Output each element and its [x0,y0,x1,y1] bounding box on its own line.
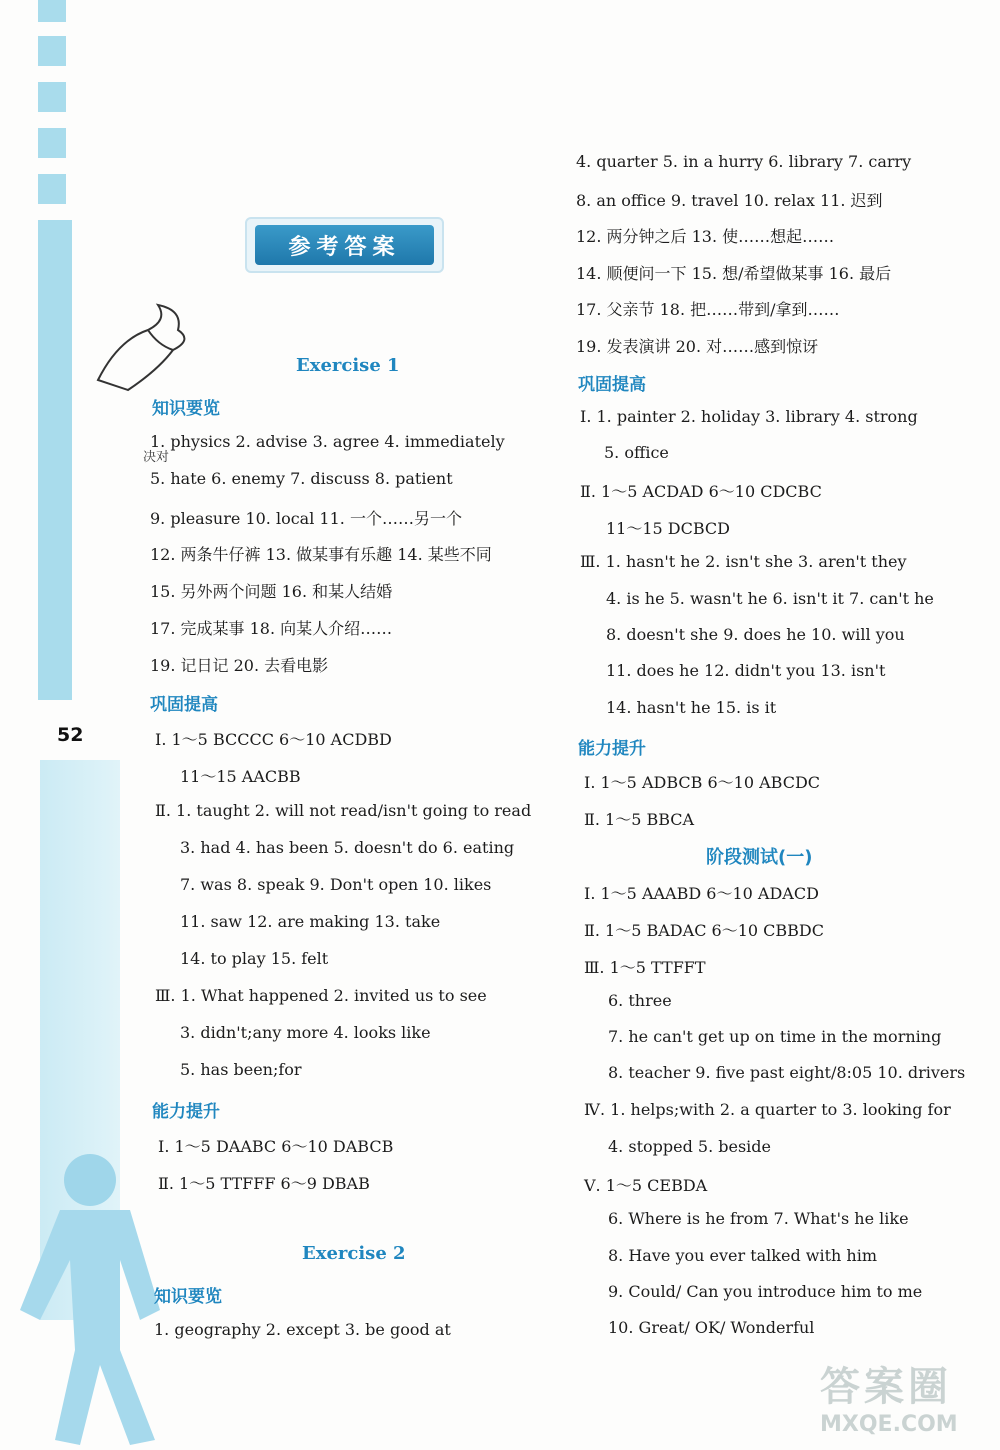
answer-line: 1. physics 2. advise 3. agree 4. immediately [150,432,505,451]
answer-line: 9. pleasure 10. local 11. 一个……另一个 [150,509,462,528]
answer-line: Ⅰ. 1～5 DAABC 6～10 DABCB [158,1137,394,1156]
answer-line: 12. 两分钟之后 13. 使……想起…… [576,227,835,246]
answer-line: Ⅰ. 1～5 AAABD 6～10 ADACD [584,884,819,903]
answer-line: 5. hate 6. enemy 7. discuss 8. patient [150,469,453,488]
answer-line: 5. has been;for [180,1060,302,1079]
answer-line: Ⅳ. 1. helps;with 2. a quarter to 3. looking for [584,1100,951,1119]
answer-line: 8. Have you ever talked with him [608,1246,878,1265]
section-heading: 知识要览 [152,399,220,419]
answer-line: 4. quarter 5. in a hurry 6. library 7. carry [576,152,912,171]
answer-line: 7. was 8. speak 9. Don't open 10. likes [180,875,492,894]
answer-line: 8. doesn't she 9. does he 10. will you [606,625,905,644]
answer-line: 11～15 AACBB [180,767,301,786]
answer-line: 12. 两条牛仔裤 13. 做某事有乐趣 14. 某些不同 [150,545,492,564]
page-title: 参考答案 [255,225,434,265]
answer-line: 4. is he 5. wasn't he 6. isn't it 7. can't he [606,589,934,608]
answer-line: 14. 顺便问一下 15. 想/希望做某事 16. 最后 [576,264,892,283]
answer-line: 6. Where is he from 7. What's he like [608,1209,909,1228]
answer-line: 10. Great/ OK/ Wonderful [608,1318,815,1337]
section-heading: 知识要览 [154,1287,222,1307]
answer-line: 3. didn't;any more 4. looks like [180,1023,431,1042]
answer-line: 11. saw 12. are making 13. take [180,912,441,931]
answer-line: 17. 父亲节 18. 把……带到/拿到…… [576,300,840,319]
answer-line: 19. 记日记 20. 去看电影 [150,656,329,675]
page-number: 52 [57,724,84,746]
section-heading: 能力提升 [152,1102,220,1122]
watermark-line1: 答案圈 [820,1364,952,1410]
answer-key-banner [245,217,444,273]
watermark [820,1355,995,1440]
answer-line: Ⅴ. 1～5 CEBDA [584,1176,708,1195]
answer-line: 7. he can't get up on time in the morning [608,1027,942,1046]
answer-line: 11～15 DCBCD [606,519,731,538]
answer-line: 1. geography 2. except 3. be good at [154,1320,451,1339]
stage-test-title: 阶段测试(一) [706,847,813,868]
answer-line: 14. hasn't he 15. is it [606,698,777,717]
exercise-2-title: Exercise 2 [302,1243,406,1264]
answer-line: 15. 另外两个问题 16. 和某人结婚 [150,582,393,601]
answer-line: 5. office [604,443,669,462]
section-heading: 能力提升 [578,739,646,759]
answer-line: 11. does he 12. didn't you 13. isn't [606,661,886,680]
answer-line: Ⅱ. 1～5 ACDAD 6～10 CDCBC [580,482,822,501]
answer-line: Ⅲ. 1. What happened 2. invited us to see [155,986,487,1005]
margin-note: 决对 [143,450,170,465]
answer-line: 8. an office 9. travel 10. relax 11. 迟到 [576,191,883,210]
answer-line: Ⅰ. 1～5 BCCCC 6～10 ACDBD [155,730,392,749]
answer-line: Ⅱ. 1～5 BADAC 6～10 CBBDC [584,921,824,940]
answer-line: 19. 发表演讲 20. 对……感到惊讶 [576,337,819,356]
answer-line: Ⅱ. 1. taught 2. will not read/isn't going to read [155,801,532,820]
answer-line: Ⅲ. 1～5 TTFFT [584,958,706,977]
watermark-line2: MXQE.COM [820,1412,958,1437]
answer-line: 6. three [608,991,672,1010]
answer-line: Ⅰ. 1～5 ADBCB 6～10 ABCDC [584,773,821,792]
answer-line: Ⅲ. 1. hasn't he 2. isn't she 3. aren't they [580,552,907,571]
answer-line: Ⅰ. 1. painter 2. holiday 3. library 4. strong [580,407,918,426]
answer-line: 8. teacher 9. five past eight/8:05 10. drivers [608,1063,966,1082]
answer-line: 4. stopped 5. beside [608,1137,772,1156]
answer-line: Ⅱ. 1～5 TTFFF 6～9 DBAB [158,1174,370,1193]
answer-line: 17. 完成某事 18. 向某人介绍…… [150,619,393,638]
answer-line: 9. Could/ Can you introduce him to me [608,1282,923,1301]
answer-line: 3. had 4. has been 5. doesn't do 6. eating [180,838,515,857]
answer-line: 14. to play 15. felt [180,949,329,968]
exercise-1-title: Exercise 1 [296,355,400,376]
answer-line: Ⅱ. 1～5 BBCA [584,810,695,829]
section-heading: 巩固提高 [578,375,646,395]
section-heading: 巩固提高 [150,695,218,715]
